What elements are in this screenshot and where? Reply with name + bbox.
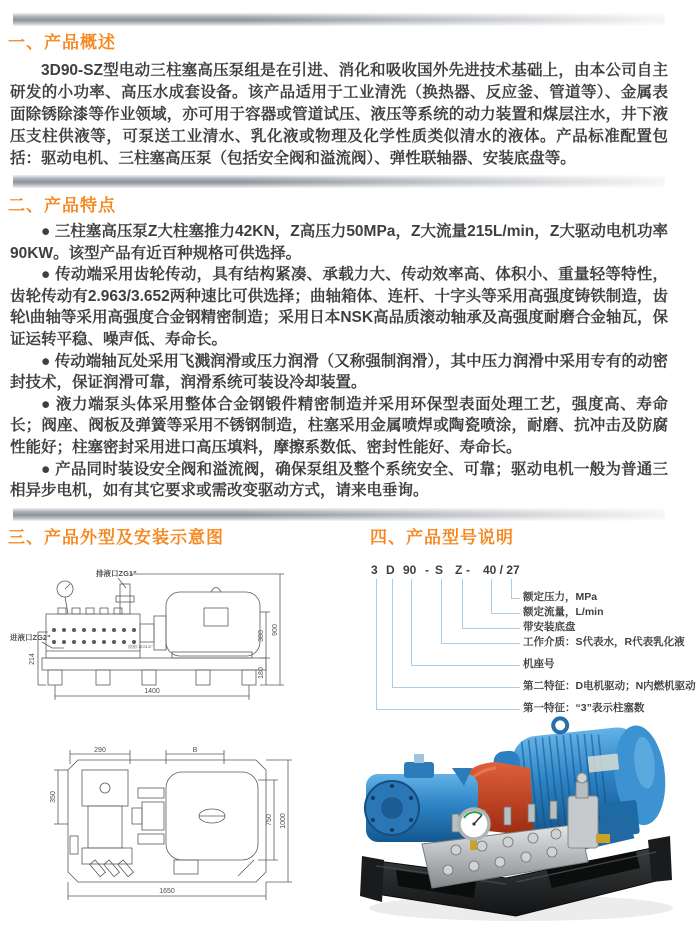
gauge-symbol	[57, 581, 73, 614]
side-view-drawing	[8, 556, 356, 744]
section2-title: 二、产品特点	[8, 196, 116, 215]
divider-bar-middle	[13, 175, 665, 188]
connector-line	[376, 579, 520, 710]
pump-outline	[46, 608, 140, 658]
dim-750: 750	[266, 814, 273, 826]
dim-1400: 1400	[144, 688, 160, 695]
motor-outline	[166, 592, 260, 656]
dim-B: B	[192, 747, 198, 754]
model-label: 工作介质：S代表水，R代表乳化液	[523, 636, 685, 648]
section1-paragraph: 3D90-SZ型电动三柱塞高压泵组是在引进、消化和吸收国外先进技术基础上，由本公司自主研发的小功率、高压水成套设备。该产品适用于工业清洗（换热器、反应釜、管道等）、金属表面除锈除漆等作业领域，亦可用于容器或管道试压、液压等系统的动力装置和煤层注水，井下液压支柱供液等，可泵送工业清水、乳化液或物理及化学性质类似清水的液体。产品标准配置包括：驱动电机、三柱塞高压泵（包括安全阀和溢流阀）、弹性联轴器、安装底盘等。	[10, 62, 668, 167]
dim-1000: 1000	[280, 813, 287, 829]
feature-item: ● 传动端采用齿轮传动，具有结构紧凑、承载力大、传动效率高、体积小、重量轻等特性，齿轮传动有2.963/3.652两种速比可供选择；曲轴箱体、连杆、十字头等采用高强度铸铁制造，齿轮\曲轴等采用高强度合金钢精密制造；采用日本NSK高品质滚动轴承及高强度耐磨合金轴瓦，保证运转平稳、噪声低、寿命长。	[10, 266, 668, 348]
model-code-part: D	[386, 563, 395, 577]
lifting-eye	[553, 718, 568, 733]
feature-list	[10, 221, 668, 502]
model-label: 第一特征：“3”表示柱塞数	[523, 702, 645, 714]
section4-title: 四、产品型号说明	[370, 528, 514, 547]
dim-1650: 1650	[159, 888, 175, 895]
section3-title: 三、产品外型及安装示意图	[8, 528, 224, 547]
divider-bar-top	[13, 13, 665, 26]
model-code-part: 40 / 27	[483, 563, 520, 577]
dim-180: 180	[258, 667, 265, 679]
model-label: 机座号	[523, 658, 555, 670]
model-code-part: -	[425, 563, 429, 577]
section1-title: 一、产品概述	[8, 33, 116, 52]
model-code-part: -	[466, 563, 470, 577]
divider-bar-bottom	[13, 508, 665, 521]
feature-item: ● 传动端轴瓦处采用飞溅润滑或压力润滑（又称强制润滑），其中压力润滑中采用专有的动密封技术，保证润滑可靠，润滑系统可装设冷却装置。	[10, 352, 668, 392]
model-code-part: S	[435, 563, 444, 577]
nameplate	[588, 754, 620, 773]
top-view-drawing	[8, 744, 356, 926]
discharge-port-label: 排液口ZG1"	[96, 569, 137, 578]
model-label: 第二特征：D电机驱动；N内燃机驱动	[523, 680, 696, 692]
model-label: 带安装底盘	[523, 621, 576, 633]
dim-214: 214	[29, 653, 36, 665]
model-code-diagram	[365, 563, 696, 714]
model-code-part: 3	[371, 563, 378, 577]
product-photo	[356, 710, 678, 926]
feature-item: ● 三柱塞高压泵Z大柱塞推力42KN，Z高压力50MPa，Z大流量215L/min，Z大驱动电机功率90KW。该型产品有近百种规格可供选择。	[10, 223, 668, 262]
model-code-part: Z	[455, 563, 463, 577]
model-label: 额定压力，MPa	[523, 591, 598, 603]
dim-380: 380	[258, 630, 265, 642]
feature-item: ● 产品同时装设安全阀和溢流阀，确保泵组及整个系统安全、可靠；驱动电机一般为普通三相异步电机，如有其它要求或需改变驱动方式，请来电垂询。	[10, 460, 668, 500]
model-label: 额定流量，L/min	[523, 606, 604, 618]
drain-port-label: 放液口ZG1/2"	[128, 644, 153, 649]
model-code-part: 90	[403, 563, 417, 577]
dim-350: 350	[50, 791, 57, 803]
dim-290: 290	[94, 747, 106, 754]
dim-900: 900	[272, 624, 279, 636]
inlet-port-label: 进液口ZG2"	[10, 633, 51, 642]
feature-item: ● 液力端泵头体采用整体合金钢锻件精密制造并采用环保型表面处理工艺，强度高、寿命长；阀座、阀板及弹簧等采用不锈钢制造，柱塞采用金属喷焊或陶瓷喷涂，耐磨、抗冲击及防腐性能好；柱塞密封采用进口高压填料，摩擦系数低、密封性能好、寿命长。	[10, 395, 668, 456]
